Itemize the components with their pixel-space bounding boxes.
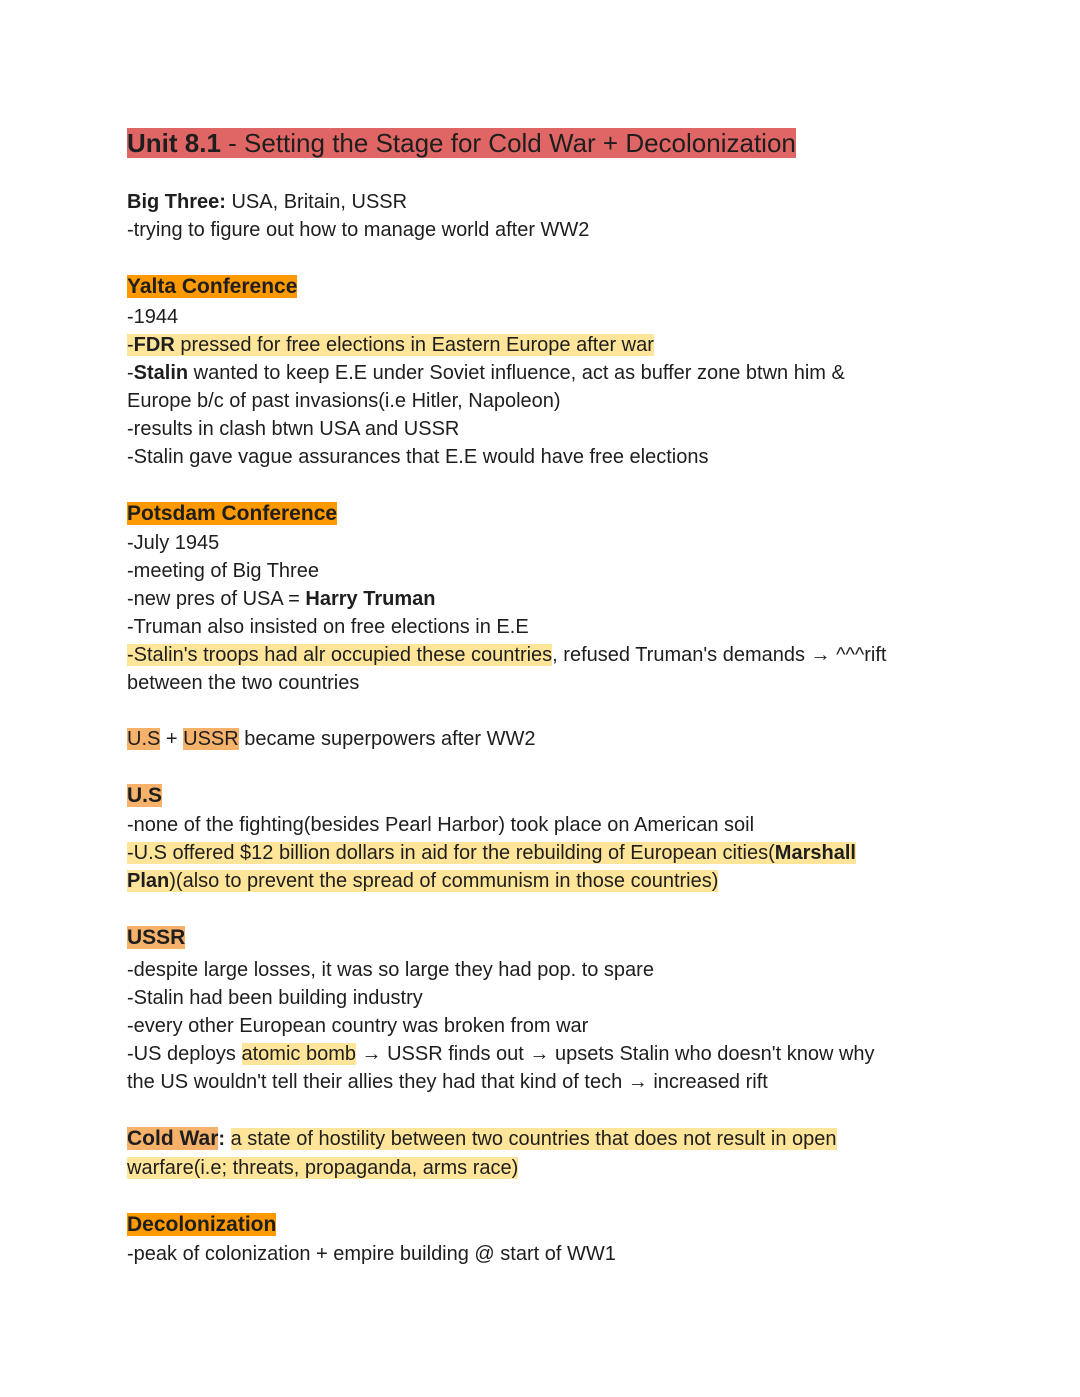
- potsdam-line-2: -meeting of Big Three: [127, 560, 319, 582]
- yalta-heading: [127, 273, 297, 301]
- yalta-l2-rest: pressed for free elections in Eastern Europe after war: [174, 334, 654, 356]
- potsdam-line-3: [127, 585, 435, 613]
- yalta-line-2: [127, 331, 654, 359]
- yalta-line-5: -results in clash btwn USA and USSR: [127, 418, 460, 440]
- title-unit: Unit 8.1: [127, 128, 221, 158]
- cold-war-line-1: [127, 1125, 837, 1153]
- yalta-l3-bold: Stalin: [133, 362, 189, 384]
- yalta-line-1: -1944: [127, 306, 179, 328]
- superpowers-us: U.S: [127, 728, 161, 750]
- us-l2-bold: Marshall: [774, 842, 856, 864]
- decolonization-heading: [127, 1211, 276, 1239]
- potsdam-heading-text: Potsdam Conference: [127, 502, 338, 525]
- us-l2-highlight: -U.S offered $12 billion dollars in aid for the rebuilding of European cities(: [127, 842, 775, 864]
- us-line-3: [127, 867, 718, 895]
- potsdam-line-1: -July 1945: [127, 532, 220, 554]
- cold-war-def-2: warfare(i.e; threats, propaganda, arms race): [127, 1157, 519, 1179]
- potsdam-heading: [127, 500, 337, 528]
- potsdam-line-4: -Truman also insisted on free elections in E.E: [127, 616, 529, 638]
- us-line-2: [127, 839, 856, 867]
- ussr-line-4: [127, 1040, 875, 1068]
- page-title: [127, 126, 796, 160]
- potsdam-l3-pre: -new pres of USA =: [127, 588, 306, 610]
- yalta-l2-dash: -: [127, 334, 134, 356]
- big-three-note: -trying to figure out how to manage world after WW2: [127, 219, 590, 241]
- ussr-l4-rest: → USSR finds out → upsets Stalin who doesn't know why: [356, 1043, 875, 1065]
- yalta-l2-bold: FDR: [133, 334, 175, 356]
- potsdam-l5-highlight: -Stalin's troops had alr occupied these countries: [127, 644, 553, 666]
- yalta-line-3: [127, 359, 845, 387]
- potsdam-l5-rest: , refused Truman's demands → ^^^rift: [552, 644, 887, 666]
- ussr-line-5: the US wouldn't tell their allies they had that kind of tech → increased rift: [127, 1071, 768, 1093]
- cold-war-line-2: [127, 1154, 518, 1182]
- cold-war-colon: :: [218, 1128, 231, 1150]
- superpowers-plus: +: [160, 728, 184, 750]
- us-l3-bold: Plan: [127, 870, 170, 892]
- cold-war-term: Cold War: [127, 1127, 219, 1150]
- ussr-heading: [127, 924, 185, 952]
- superpowers-ussr: USSR: [183, 728, 239, 750]
- big-three-line: [127, 188, 407, 216]
- yalta-l3-rest: wanted to keep E.E under Soviet influence, act as buffer zone btwn him &: [188, 362, 845, 384]
- ussr-l4-pre: -US deploys: [127, 1043, 242, 1065]
- ussr-line-2: -Stalin had been building industry: [127, 987, 423, 1009]
- ussr-l4-highlight: atomic bomb: [241, 1043, 356, 1065]
- us-line-1: -none of the fighting(besides Pearl Harbor) took place on American soil: [127, 814, 755, 836]
- yalta-line-6: -Stalin gave vague assurances that E.E would have free elections: [127, 446, 709, 468]
- title-text: - Setting the Stage for Cold War + Decolonization: [220, 128, 796, 158]
- yalta-heading-text: Yalta Conference: [127, 275, 298, 298]
- us-heading-text: U.S: [127, 784, 163, 807]
- decolonization-heading-text: Decolonization: [127, 1213, 277, 1236]
- us-heading: [127, 782, 162, 810]
- yalta-l3-dash: -: [127, 362, 134, 384]
- superpowers-rest: became superpowers after WW2: [238, 728, 536, 750]
- ussr-heading-text: USSR: [127, 926, 186, 949]
- superpowers-line: [127, 725, 536, 753]
- big-three-label: Big Three:: [127, 191, 226, 213]
- potsdam-line-6: between the two countries: [127, 672, 360, 694]
- potsdam-l3-bold: Harry Truman: [305, 588, 436, 610]
- ussr-line-3: -every other European country was broken from war: [127, 1015, 589, 1037]
- decolonization-line-1: -peak of colonization + empire building @ start of WW1: [127, 1243, 616, 1265]
- potsdam-line-5: [127, 641, 887, 669]
- big-three-text: USA, Britain, USSR: [225, 191, 408, 213]
- us-l3-highlight: )(also to prevent the spread of communism in those countries): [169, 870, 719, 892]
- yalta-line-4: Europe b/c of past invasions(i.e Hitler, Napoleon): [127, 390, 561, 412]
- cold-war-def-1: a state of hostility between two countries that does not result in open: [230, 1128, 837, 1150]
- ussr-line-1: -despite large losses, it was so large they had pop. to spare: [127, 959, 654, 981]
